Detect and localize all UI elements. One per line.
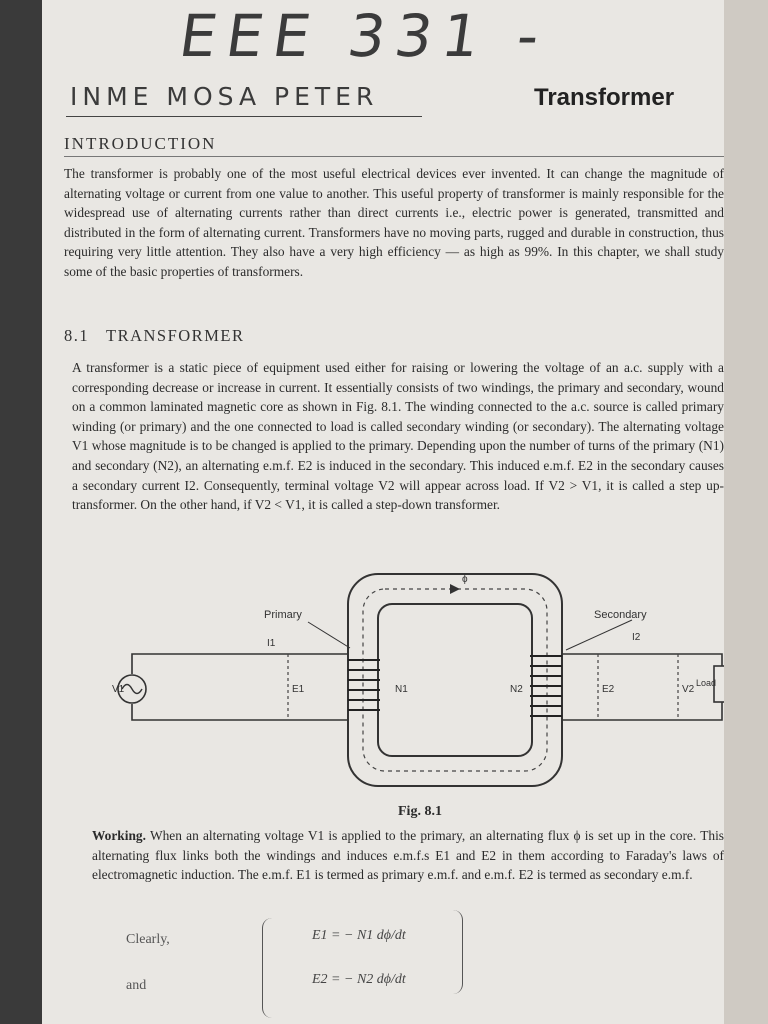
right-bracket: [452, 910, 463, 994]
secondary-wire-bottom: [562, 702, 722, 720]
document-page: [42, 0, 724, 1024]
flux-arrow: [450, 584, 460, 594]
core-outer: [348, 574, 562, 786]
left-bracket: [262, 918, 273, 1018]
secondary-wire-top: [562, 654, 722, 666]
figure-caption: Fig. 8.1: [398, 804, 442, 819]
primary-leader: [308, 622, 350, 648]
label-n1: N1: [395, 684, 408, 695]
name-underline: [66, 116, 422, 117]
label-load: Load: [696, 678, 717, 688]
working-text: When an alternating voltage V1 is applied to the primary, an alternating flux ϕ is set up in the core. This alternating flux links both the windings and induces e.m.f.s E1 and E2 in them according to Faraday's laws of electromagnetic induction. The e.m.f. E1 is termed as primary e.m.f. and e.m.f. E2 is termed as secondary e.m.f.: [92, 828, 724, 883]
introduction-heading: INTRODUCTION: [64, 134, 217, 153]
primary-wire-top: [132, 654, 348, 674]
section-heading: [64, 326, 244, 346]
label-primary: Primary: [264, 609, 302, 621]
label-secondary: Secondary: [594, 609, 647, 621]
label-n2: N2: [510, 684, 523, 695]
label-e1: E1: [292, 684, 305, 695]
label-i1: I1: [267, 638, 276, 649]
introduction-paragraph: The transformer is probably one of the most useful electrical devices ever invented. It can change the magnitude of alternating voltage or current from one value to another. This useful property of transformer is mainly responsible for the widespread use of alternating currents rather than direct currents i.e., electric power is generated, transmitted and distributed in the form of alternating current. Transformers have no moving parts, rugged and durable in construction, thus requiring very little attention. They also have a very high efficiency — as high as 99%. In this chapter, we shall study some of the basic properties of transformers.: [64, 166, 724, 279]
core-inner: [378, 604, 532, 756]
transformer-definition-paragraph: A transformer is a static piece of equipment used either for raising or lowering the voltage of an a.c. supply with a corresponding decrease or increase in current. It essentially consists of two windings, the primary and secondary, wound on a common laminated magnetic core as shown in Fig. 8.1. The winding connected to the a.c. source is called primary winding (or primary) and the one connected to load is called secondary winding (or secondary). The alternating voltage V1 whose magnitude is to be changed is applied to the primary. Depending upon the number of turns of the primary (N1) and secondary (N2), an alternating e.m.f. E2 is induced in the secondary. This induced e.m.f. E2 in the secondary causes a secondary current I2. Consequently, terminal voltage V2 will appear across load. If V2 > V1, it is called a step up-transformer. On the other hand, if V2 < V1, it is called a step-down transformer.: [72, 360, 724, 513]
secondary-winding: [530, 656, 562, 716]
secondary-leader: [566, 620, 632, 650]
handwritten-student-name: INME MOSA PETER: [70, 82, 379, 111]
working-heading: Working.: [92, 828, 146, 843]
label-v1: V1: [112, 684, 125, 695]
flux-path: [363, 589, 547, 771]
label-e2: E2: [602, 684, 615, 695]
clearly-label: Clearly,: [126, 932, 170, 947]
working-paragraph: [92, 826, 724, 885]
primary-winding: [348, 660, 380, 710]
chapter-title: Transformer: [534, 84, 675, 111]
label-v2: V2: [682, 684, 695, 695]
handwritten-course-code: EEE 331 -: [175, 2, 554, 70]
equation-e1: E1 = − N1 dϕ/dt: [312, 928, 406, 943]
page-edge-shadow: [724, 0, 768, 1024]
section-title: TRANSFORMER: [106, 326, 245, 345]
label-i2: I2: [632, 632, 641, 643]
and-label: and: [126, 978, 147, 993]
label-phi: ϕ: [462, 574, 468, 585]
primary-wire-bottom: [132, 704, 348, 720]
equation-e2: E2 = − N2 dϕ/dt: [312, 972, 406, 987]
heading-rule: [64, 156, 724, 157]
section-number: 8.1: [64, 326, 90, 345]
transformer-diagram: [112, 570, 724, 800]
